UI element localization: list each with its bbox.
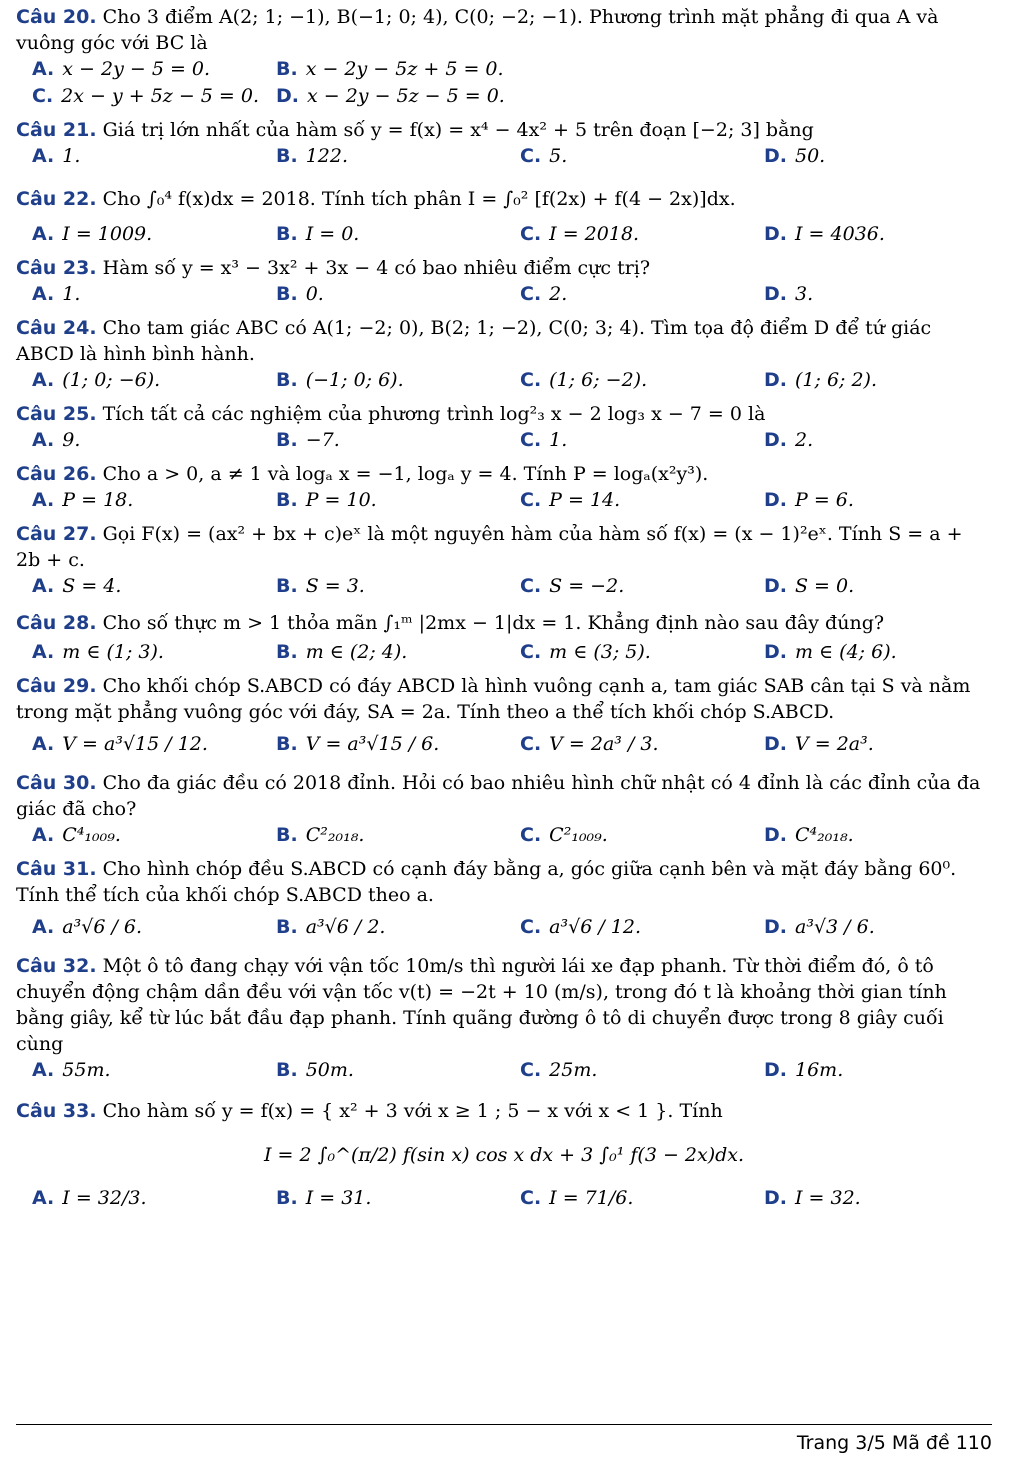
option-d: D. P = 6. xyxy=(764,489,854,511)
option-b: B. x − 2y − 5z + 5 = 0. xyxy=(276,58,504,80)
exam-page xyxy=(16,4,992,1224)
question-number: Câu 21. xyxy=(16,119,97,141)
option-d: D. 3. xyxy=(764,283,814,305)
question-stem: Gọi F(x) = (ax² + bx + c)eˣ là một nguyên hàm của hàm số f(x) = (x − 1)²eˣ. Tính S = a + 2b + c. xyxy=(16,523,963,571)
option-a: A. V = a³√15 / 12. xyxy=(32,733,208,755)
question-stem: Cho khối chóp S.ABCD có đáy ABCD là hình vuông cạnh a, tam giác SAB cân tại S và nằm trong mặt phẳng vuông góc với đáy, SA = 2a. Tính theo a thể tích khối chóp S.ABCD. xyxy=(16,675,971,723)
option-c: C. 2. xyxy=(520,283,568,305)
option-b: B. S = 3. xyxy=(276,575,365,597)
page-footer: Trang 3/5 Mã đề 110 xyxy=(796,1432,992,1454)
question-number: Câu 26. xyxy=(16,463,97,485)
option-b: B. I = 0. xyxy=(276,223,360,245)
question-28 xyxy=(16,607,992,666)
question-20 xyxy=(16,4,992,110)
option-c: C. I = 2018. xyxy=(520,223,640,245)
option-a: A. a³√6 / 6. xyxy=(32,916,143,938)
option-b: B. a³√6 / 2. xyxy=(276,916,386,938)
question-number: Câu 30. xyxy=(16,772,97,794)
option-a: A. x − 2y − 5 = 0. xyxy=(32,58,211,80)
option-c: C. a³√6 / 12. xyxy=(520,916,642,938)
option-a: A. (1; 0; −6). xyxy=(32,369,161,391)
option-d: D. I = 4036. xyxy=(764,223,885,245)
question-number: Câu 22. xyxy=(16,188,97,210)
option-d: D. C⁴₂₀₁₈. xyxy=(764,824,854,846)
question-31 xyxy=(16,856,992,946)
option-a: A. I = 1009. xyxy=(32,223,153,245)
option-a: A. C⁴₁₀₀₉. xyxy=(32,824,121,846)
question-stem: Tích tất cả các nghiệm của phương trình log²₃ x − 2 log₃ x − 7 = 0 là xyxy=(102,403,766,425)
option-b: B. I = 31. xyxy=(276,1187,372,1209)
question-number: Câu 23. xyxy=(16,257,97,279)
question-stem: Cho ∫₀⁴ f(x)dx = 2018. Tính tích phân I = ∫₀² [f(2x) + f(4 − 2x)]dx. xyxy=(102,188,736,210)
question-stem: Cho hình chóp đều S.ABCD có cạnh đáy bằng a, góc giữa cạnh bên và mặt đáy bằng 60⁰. Tính thể tích của khối chóp S.ABCD theo a. xyxy=(16,858,957,906)
question-23 xyxy=(16,255,992,308)
question-26 xyxy=(16,461,992,514)
question-24 xyxy=(16,315,992,394)
option-b: B. m ∈ (2; 4). xyxy=(276,641,408,663)
option-b: B. 122. xyxy=(276,145,349,167)
question-number: Câu 28. xyxy=(16,612,97,634)
option-c: C. C²₁₀₀₉. xyxy=(520,824,608,846)
question-number: Câu 24. xyxy=(16,317,97,339)
option-b: B. P = 10. xyxy=(276,489,377,511)
question-number: Câu 27. xyxy=(16,523,97,545)
question-stem: Cho a > 0, a ≠ 1 và logₐ x = −1, logₐ y = 4. Tính P = logₐ(x²y³). xyxy=(102,463,709,485)
footer-divider xyxy=(16,1424,992,1425)
question-number: Câu 25. xyxy=(16,403,97,425)
question-number: Câu 20. xyxy=(16,6,97,28)
question-32 xyxy=(16,953,992,1084)
question-33 xyxy=(16,1091,992,1217)
question-number: Câu 32. xyxy=(16,955,97,977)
option-d: D. m ∈ (4; 6). xyxy=(764,641,897,663)
option-a: A. P = 18. xyxy=(32,489,134,511)
option-b: B. C²₂₀₁₈. xyxy=(276,824,365,846)
option-c: C. S = −2. xyxy=(520,575,625,597)
option-b: B. (−1; 0; 6). xyxy=(276,369,404,391)
question-number: Câu 29. xyxy=(16,675,97,697)
option-c: C. I = 71/6. xyxy=(520,1187,634,1209)
question-stem: Hàm số y = x³ − 3x² + 3x − 4 có bao nhiêu điểm cực trị? xyxy=(102,257,651,279)
question-stem: Một ô tô đang chạy với vận tốc 10m/s thì người lái xe đạp phanh. Từ thời điểm đó, ô tô chuyển động chậm dần đều với vận tốc v(t) = −2t + 10 (m/s), trong đó t là khoảng thời gian tính bằng giây, kể từ lúc bắt đầu đạp phanh. Tính quãng đường ô tô di chuyển được trong 8 giây cuối cùng xyxy=(16,955,947,1055)
question-27 xyxy=(16,521,992,600)
option-a: A. 1. xyxy=(32,283,81,305)
question-21 xyxy=(16,117,992,170)
question-25 xyxy=(16,401,992,454)
option-d: D. a³√3 / 6. xyxy=(764,916,875,938)
option-c: C. m ∈ (3; 5). xyxy=(520,641,651,663)
option-d: D. I = 32. xyxy=(764,1187,861,1209)
option-c: C. 1. xyxy=(520,429,568,451)
question-stem: Cho đa giác đều có 2018 đỉnh. Hỏi có bao nhiêu hình chữ nhật có 4 đỉnh là các đỉnh của đa giác đã cho? xyxy=(16,772,981,820)
question-30 xyxy=(16,770,992,849)
option-c: C. 5. xyxy=(520,145,568,167)
option-a: A. 55m. xyxy=(32,1059,111,1081)
option-b: B. 0. xyxy=(276,283,324,305)
question-stem: Cho tam giác ABC có A(1; −2; 0), B(2; 1; −2), C(0; 3; 4). Tìm tọa độ điểm D để tứ giác ABCD là hình bình hành. xyxy=(16,317,932,365)
option-d: D. V = 2a³. xyxy=(764,733,874,755)
question-22 xyxy=(16,177,992,248)
option-b: B. 50m. xyxy=(276,1059,354,1081)
question-stem: Cho số thực m > 1 thỏa mãn ∫₁ᵐ |2mx − 1|dx = 1. Khẳng định nào sau đây đúng? xyxy=(102,612,885,634)
question-stem: Cho 3 điểm A(2; 1; −1), B(−1; 0; 4), C(0; −2; −1). Phương trình mặt phẳng đi qua A và vuông góc với BC là xyxy=(16,6,939,54)
option-c: C. 2x − y + 5z − 5 = 0. xyxy=(32,85,260,107)
option-a: A. 1. xyxy=(32,145,81,167)
option-a: A. S = 4. xyxy=(32,575,122,597)
integral-formula: I = 2 ∫₀^(π/2) f(sin x) cos x dx + 3 ∫₀¹ f(3 − 2x)dx. xyxy=(263,1144,745,1166)
option-d: D. S = 0. xyxy=(764,575,855,597)
question-number: Câu 31. xyxy=(16,858,97,880)
question-29 xyxy=(16,673,992,763)
option-c: C. V = 2a³ / 3. xyxy=(520,733,659,755)
option-a: A. I = 32/3. xyxy=(32,1187,147,1209)
option-d: D. x − 2y − 5z − 5 = 0. xyxy=(276,85,505,107)
option-a: A. 9. xyxy=(32,429,81,451)
option-d: D. 2. xyxy=(764,429,814,451)
option-c: C. P = 14. xyxy=(520,489,621,511)
option-d: D. 16m. xyxy=(764,1059,844,1081)
option-c: C. (1; 6; −2). xyxy=(520,369,648,391)
question-stem: Giá trị lớn nhất của hàm số y = f(x) = x⁴ − 4x² + 5 trên đoạn [−2; 3] bằng xyxy=(102,119,814,141)
option-b: B. −7. xyxy=(276,429,340,451)
question-number: Câu 33. xyxy=(16,1100,97,1122)
option-a: A. m ∈ (1; 3). xyxy=(32,641,164,663)
option-c: C. 25m. xyxy=(520,1059,598,1081)
option-b: B. V = a³√15 / 6. xyxy=(276,733,440,755)
option-d: D. (1; 6; 2). xyxy=(764,369,878,391)
question-stem: Cho hàm số y = f(x) = { x² + 3 với x ≥ 1 ; 5 − x với x < 1 }. Tính xyxy=(102,1100,723,1122)
option-d: D. 50. xyxy=(764,145,826,167)
